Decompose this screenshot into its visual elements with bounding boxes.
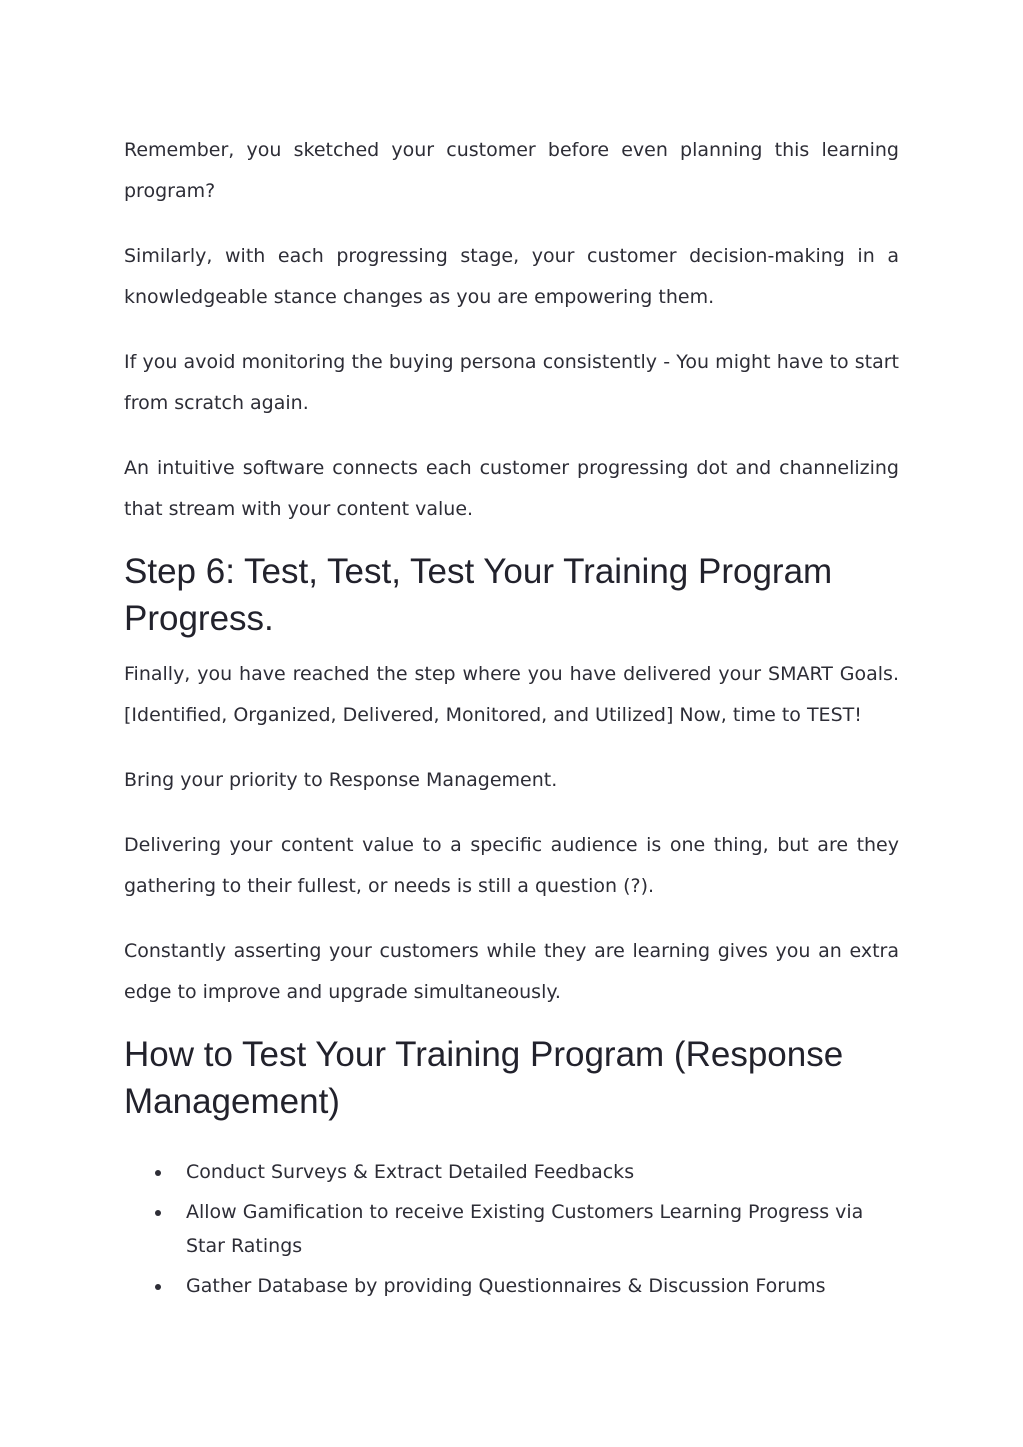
paragraph-delivering: Delivering your content value to a specific audience is one thing, but are they gathering to their fullest, or needs is still a question (?). [124,834,899,897]
list-item-text: Gather Database by providing Questionnaires & Discussion Forums [186,1275,826,1297]
list-item [186,1269,899,1303]
document-page [124,130,899,1309]
test-methods-list [124,1155,899,1303]
paragraph-intuitive-software: An intuitive software connects each customer progressing dot and channelizing that stream with your content value. [124,457,899,520]
paragraph-priority: Bring your priority to Response Management. [124,769,558,791]
list-item [186,1195,899,1263]
list-item-text: Conduct Surveys & Extract Detailed Feedbacks [186,1161,635,1183]
paragraph-similarly: Similarly, with each progressing stage, your customer decision-making in a knowledgeable stance changes as you are empowering them. [124,245,899,308]
step6-heading: Step 6: Test, Test, Test Your Training Program Progress. [124,552,833,638]
paragraph-remember: Remember, you sketched your customer before even planning this learning program? [124,139,899,202]
paragraph-constantly: Constantly asserting your customers while they are learning gives you an extra edge to improve and upgrade simultaneously. [124,940,899,1003]
paragraph-avoid-monitoring: If you avoid monitoring the buying persona consistently - You might have to start from scratch again. [124,351,899,414]
bullet-icon [155,1210,161,1216]
list-item-text: Allow Gamification to receive Existing Customers Learning Progress via Star Ratings [186,1201,864,1257]
paragraph-finally: Finally, you have reached the step where you have delivered your SMART Goals. [Identified, Organized, Delivered, Monitored, and Utilized] Now, time to TEST! [124,663,899,726]
how-to-test-heading: How to Test Your Training Program (Response Management) [124,1035,844,1121]
bullet-icon [155,1284,161,1290]
list-item [186,1155,899,1189]
bullet-icon [155,1170,161,1176]
